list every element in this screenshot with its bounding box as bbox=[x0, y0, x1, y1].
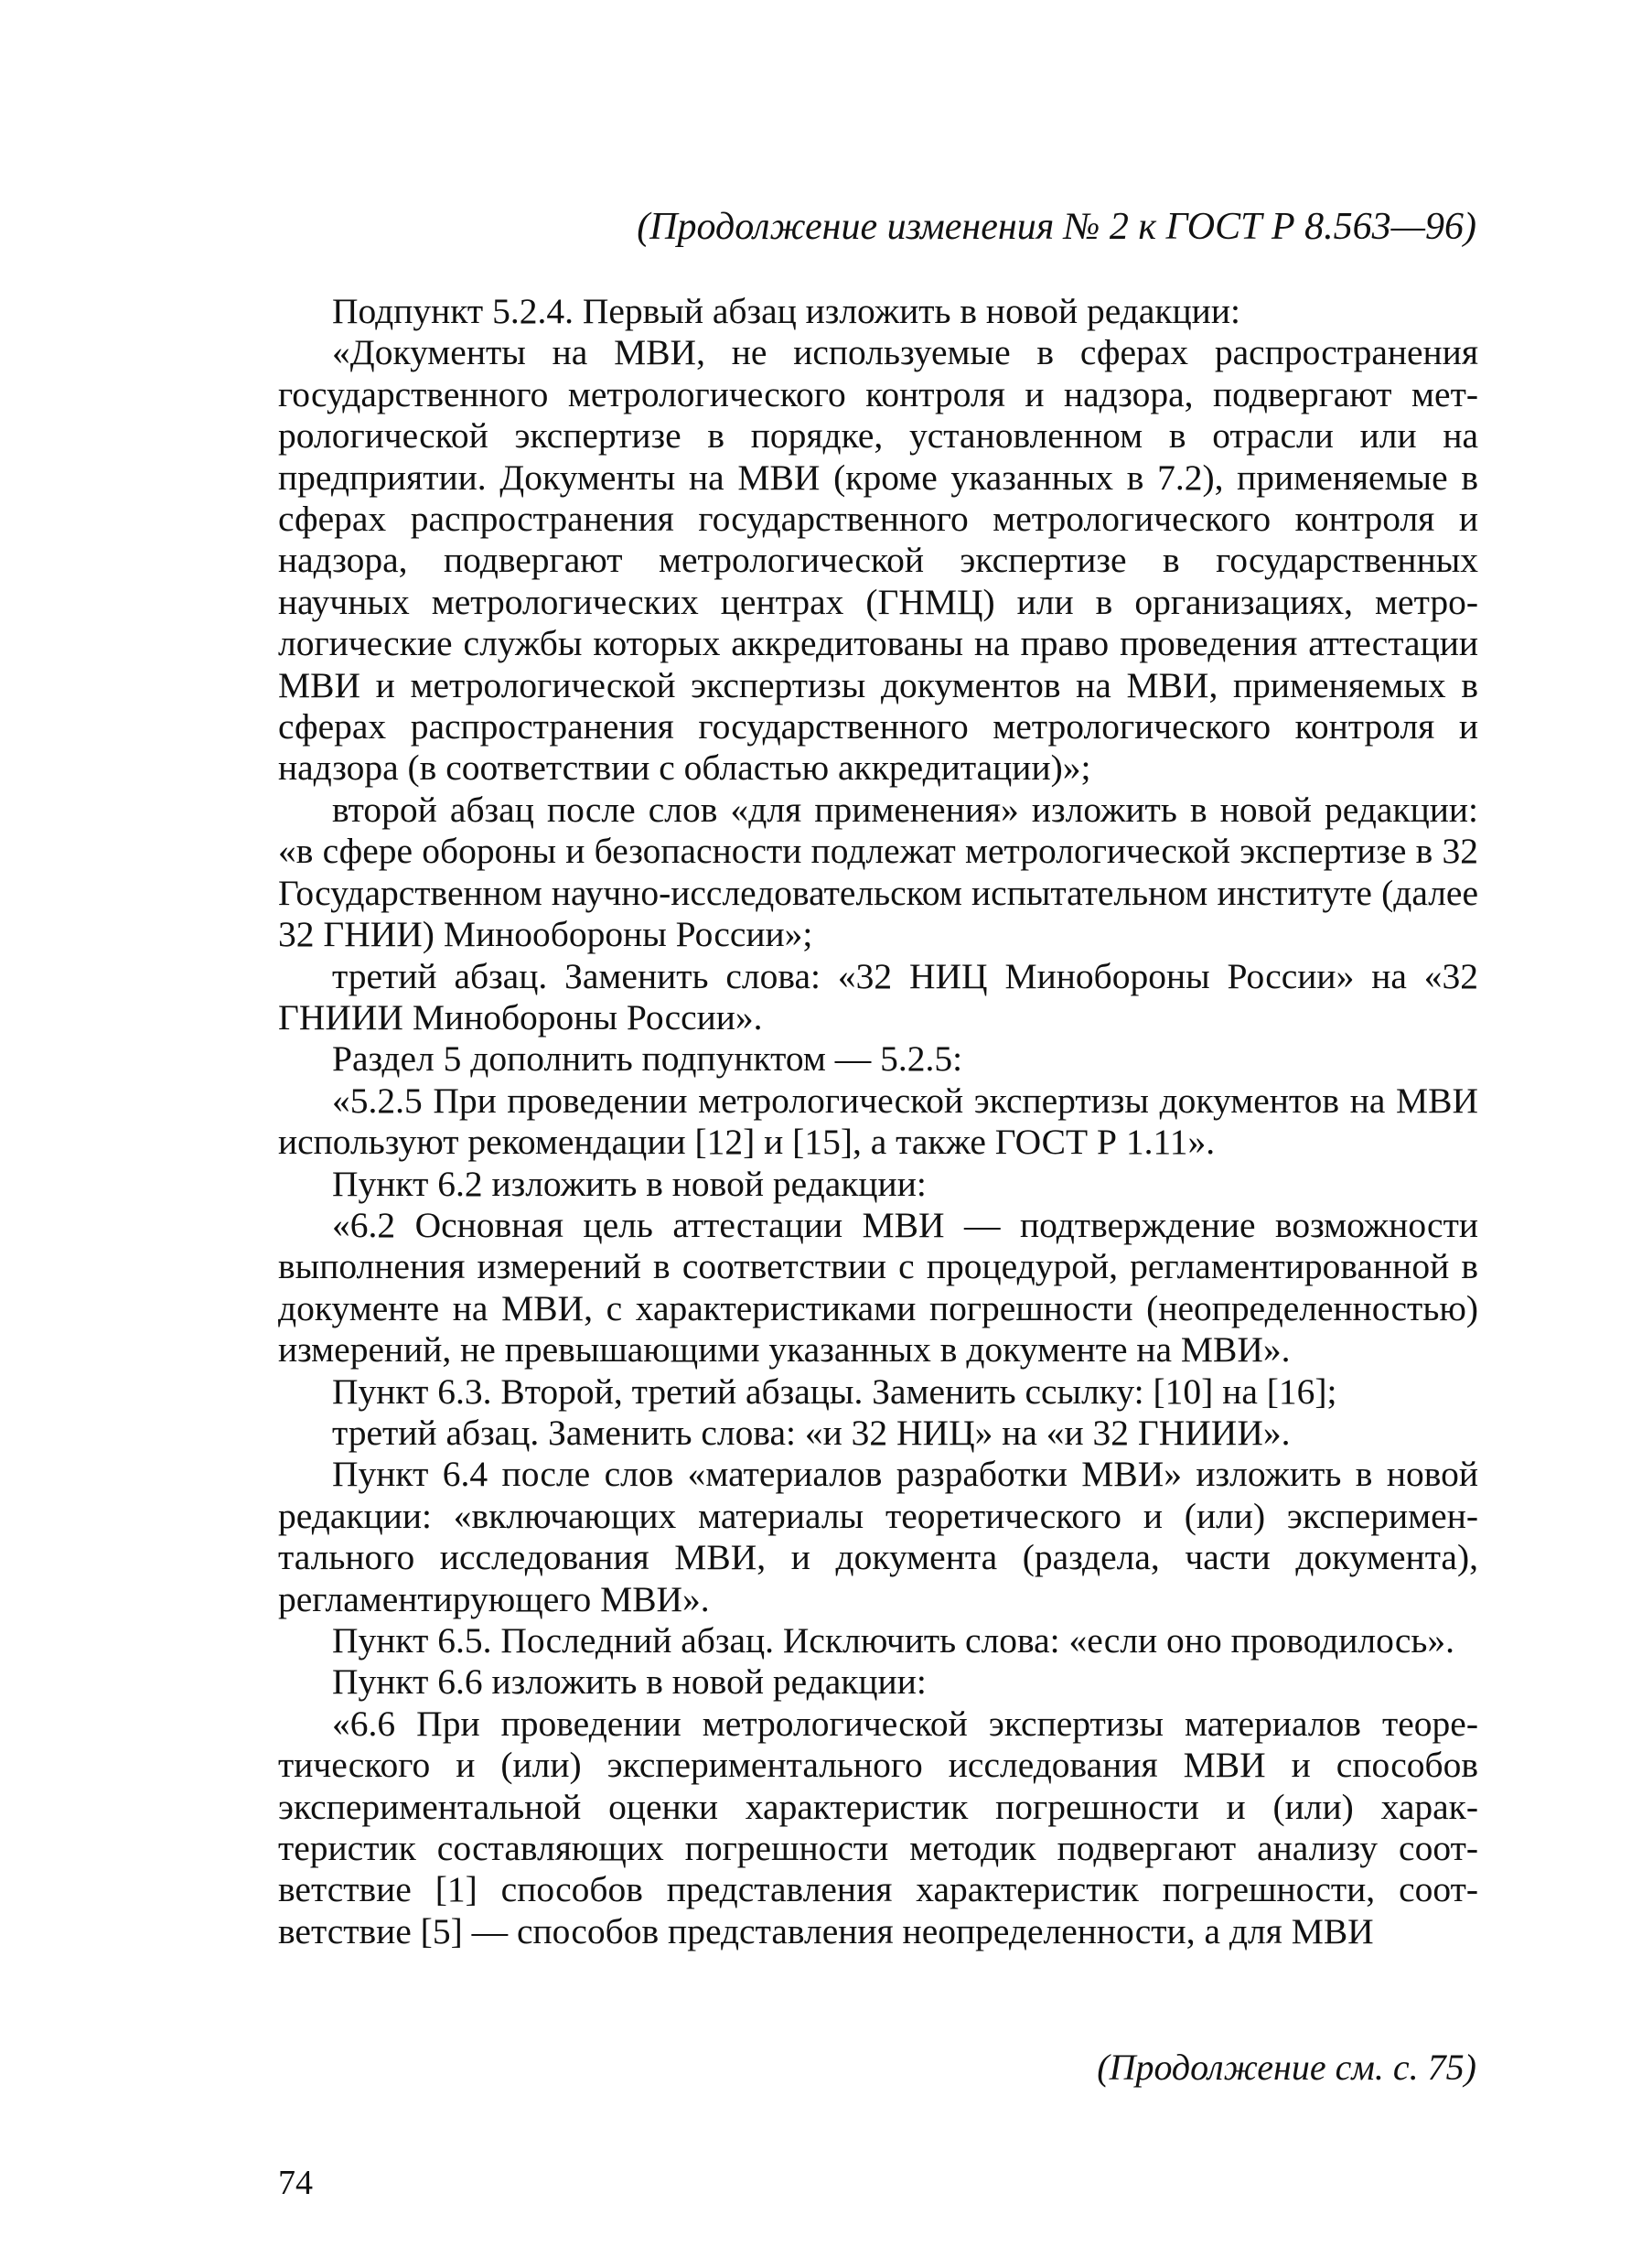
paragraph-subclause-5-2-4: Подпункт 5.2.4. Первый абзац изложить в новой редакции: bbox=[332, 291, 1240, 331]
document-body bbox=[278, 291, 1478, 1952]
paragraph-clause-6-6: Пункт 6.6 изложить в новой редакции: bbox=[332, 1661, 927, 1703]
paragraph-5-2-5-quote: «5.2.5 При проведении метрологической экспертизы документов на МВИ используют рекомендации [12] и [15], а также ГОСТ Р 1.11». bbox=[278, 1080, 1478, 1163]
paragraph-clause-6-2: Пункт 6.2 изложить в новой редакции: bbox=[332, 1163, 927, 1204]
continued-note: (Продолжение см. с. 75) bbox=[1097, 2047, 1476, 2088]
paragraph-6-3-third-abzac: третий абзац. Заменить слова: «и 32 НИЦ» на «и 32 ГНИИИ». bbox=[332, 1412, 1291, 1453]
paragraph-mvi-documents-quote: «Документы на МВИ, не используемые в сферах распространения государственного метрологического контроля и надзора, подвергают метрологической экспертизе в порядке, установленном в отрасли или на предприятии. Документы на МВИ (кроме указанных в 7.2), применяемые в сферах распространения государственного метрологического контроля и надзора, подвергают метрологической экспертизе в государственных научных метрологических центрах (ГНМЦ) или в организациях, метрологические службы которых аккредитованы на право проведения аттестации МВИ и метрологической экспертизы документов на МВИ, применяемых в сферах распространения государственного метрологического контроля и надзора (в соответствии с областью аккредитации)»; bbox=[278, 332, 1478, 789]
paragraph-clause-6-5: Пункт 6.5. Последний абзац. Исключить слова: «если оно проводилось». bbox=[332, 1620, 1455, 1661]
paragraph-clause-6-3: Пункт 6.3. Второй, третий абзацы. Заменить ссылку: [10] на [16]; bbox=[332, 1370, 1337, 1412]
continuation-header: (Продолжение изменения № 2 к ГОСТ Р 8.563—96) bbox=[637, 206, 1476, 248]
paragraph-second-abzac: второй абзац после слов «для применения» изложить в новой редакции: «в сфере обороны и безопасности подлежат метрологической экспертизе в 32 Государственном научно-исследовательском испытательном институте (далее 32 ГНИИ) Минообороны России»; bbox=[278, 789, 1478, 955]
paragraph-6-6-quote: «6.6 При проведении метрологической экспертизы материалов теоретического и (или) экспериментального исследования МВИ и способов экспериментальной оценки характеристик погрешности и (или) характеристик составляющих погрешности методик подвергают анализу соответствие [1] способов представления характеристик погрешности, соответствие [5] — способов представления неопределенности, а для МВИ bbox=[278, 1703, 1478, 1951]
paragraph-6-2-quote: «6.2 Основная цель аттестации МВИ — подтверждение возможности выполнения измерений в соответствии с процедурой, регламентированной в документе на МВИ, с характеристиками погрешности (неопределенностью) измерений, не превышающими указанных в документе на МВИ». bbox=[278, 1204, 1478, 1370]
paragraph-clause-6-4: Пункт 6.4 после слов «материалов разработки МВИ» изложить в новой редакции: «включающих материалы теоретического и (или) экспериментального исследования МВИ, и документа (раздела, части документа), регламентирующего МВИ». bbox=[278, 1454, 1478, 1619]
paragraph-section-5-addition: Раздел 5 дополнить подпунктом — 5.2.5: bbox=[332, 1038, 963, 1080]
paragraph-third-abzac: третий абзац. Заменить слова: «32 НИЦ Минобороны России» на «32 ГНИИИ Минобороны России». bbox=[278, 955, 1478, 1037]
page-number: 74 bbox=[278, 2164, 313, 2202]
